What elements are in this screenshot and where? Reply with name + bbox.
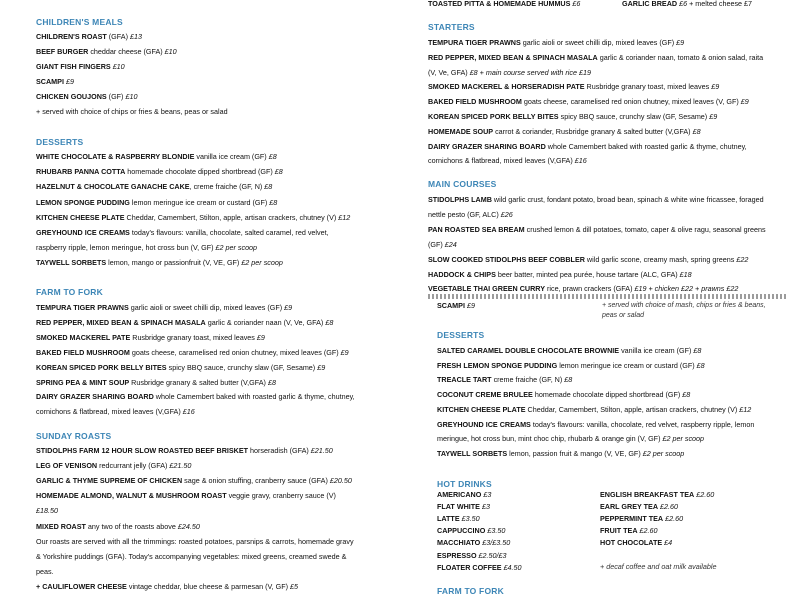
drink-item [600,502,678,512]
item-price: £8 [682,390,691,400]
item-description: lemon, passion fruit & mango (V, VE, GF) [507,448,643,458]
item-description: garlic aioli or sweet chilli dip, mixed leaves (GF) [128,303,285,312]
item-price: £8 [696,360,705,370]
item-price: £10 [125,92,138,101]
item-description: Cheddar, Camembert, Stilton, apple, artisan crackers, chutney (V) [525,404,740,414]
main-courses-heading: MAIN COURSES [428,179,497,189]
menu-item [437,405,751,415]
item-price: £8 [264,182,273,192]
menu-item [36,318,333,328]
item-description: (V, Ve, GFA) [428,67,470,77]
item-name: FRESH LEMON SPONGE PUDDING [437,360,558,370]
item-description: crushed lemon & dill potatoes, tomato, caper & olive ragu, seasonal greens [524,224,766,234]
menu-item [36,258,283,268]
item-description: goats cheese, caramelised red onion chutney, mixed leaves (V, GF) [521,97,741,107]
item-price: £18.50 [36,506,58,516]
menu-item [437,375,572,385]
drink-item [600,526,658,536]
drink-item [437,538,510,548]
drink-price: £3 [481,502,490,512]
item-name: LEMON SPONGE PUDDING [36,197,130,207]
drink-name: ENGLISH BREAKFAST TEA [600,490,695,499]
item-price: £9 [709,112,718,121]
menu-item [36,348,349,358]
item-name: GREYHOUND ICE CREAMS [36,228,130,237]
menu-item [428,255,748,265]
item-price: £18 [679,269,692,279]
item-name: SCAMPI [36,77,64,86]
item-description: meringue, hot cross bun, mint choc chip, rhubarb & orange gin (V, GF) [437,434,663,444]
item-name: KITCHEN CHEESE PLATE [36,212,125,222]
menu-item [437,361,705,371]
drink-name: CAPPUCCINO [437,526,486,536]
item-description: spicy BBQ sauce, crunchy slaw (GF, Sesame) [166,362,318,372]
drink-price: £2.50/£3 [478,550,507,560]
sunday-roasts-heading: SUNDAY ROASTS [36,431,112,441]
childrens-meals-note: + served with choice of chips or fries & beans, peas or salad [36,107,228,116]
top-strip-garlic-bread [622,0,752,9]
item-price: £16 [182,407,195,417]
item-price: £16 [574,156,587,166]
item-price: £2 per scoop [662,434,705,444]
item-price: £21.50 [169,461,192,471]
item-name: WHITE CHOCOLATE & RASPBERRY BLONDIE [36,152,195,161]
item-price: £12 [739,404,752,414]
menu-item [428,142,747,152]
item-name: HOMEMADE SOUP [428,126,494,136]
menu-item [36,392,355,402]
item-name: KOREAN SPICED PORK BELLY BITES [428,112,559,121]
scampi-item [437,301,475,311]
item-price: £22 [736,254,749,264]
drink-price: £3 [483,490,492,499]
menu-item [437,420,754,430]
item-price: £9 [65,77,74,86]
drink-price: £4.50 [503,562,522,572]
farm-to-fork-heading: FARM TO FORK [36,287,103,297]
item-price: £6 [679,0,688,8]
drink-name: LATTE [437,514,460,524]
menu-item [428,53,763,63]
item-price: £8 [274,167,283,177]
item-name: GARLIC BREAD [622,0,678,8]
item-description: & Yorkshire puddings (GFA). Today's accompanying vegetables: mixed greens, creamed swede & [36,551,347,561]
item-name: TREACLE TART [437,375,492,385]
item-price: £9 [740,97,749,107]
item-description: creme fraiche (GF, N) [491,375,565,385]
item-name: GARLIC & THYME SUPREME OF CHICKEN [36,476,183,486]
item-price: £10 [112,62,125,71]
drink-price: £2.60 [639,526,658,536]
item-name: KITCHEN CHEESE PLATE [437,404,526,414]
item-name: MIXED ROAST [36,521,86,531]
item-name: PAN ROASTED SEA BREAM [428,224,525,234]
menu-item [437,434,704,444]
item-description: Cheddar, Camembert, Stilton, apple, artisan crackers, chutney (V) [124,212,339,222]
drink-name: EARL GREY TEA [600,502,659,512]
drink-item [600,538,672,548]
item-description: cornichons & flatbread, mixed leaves (V,GFA) [428,156,575,166]
menu-item [36,491,336,501]
item-name: RED PEPPER, MIXED BEAN & SPINACH MASALA [36,317,206,327]
menu-item [428,284,738,294]
menu-item [437,390,690,400]
item-description: today's flavours: vanilla, chocolate, salted caramel, red velvet, [129,228,329,237]
menu-item [36,582,298,592]
item-description: any two of the roasts above [85,521,178,531]
item-description: redcurrant jelly (GFA) [97,461,170,471]
starters-heading: STARTERS [428,22,475,32]
item-description: cheddar cheese (GFA) [88,47,165,56]
item-description: vintage cheddar, blue cheese & parmesan (V, GF) [126,581,291,591]
menu-item [36,378,276,388]
menu-item [36,62,125,72]
item-name: TAYWELL SORBETS [36,258,107,268]
menu-item [437,449,684,459]
item-price: £9 [711,82,720,92]
item-price: £8 [325,317,334,327]
item-price: £8 + main course served with rice £19 [469,67,591,77]
scampi-note: + served with choice of mash, chips or fries & beans, peas or salad [602,302,766,319]
item-name: DAIRY GRAZER SHARING BOARD [36,392,154,402]
menu-item [36,537,354,547]
item-name: STIDOLPHS FARM 12 HOUR SLOW ROASTED BEEF BRISKET [36,446,249,455]
item-description: raspberry ripple, lemon meringue, hot cross bun (V, GF) [36,243,216,253]
item-description: Rusbridge granary toast, mixed leaves [584,82,712,92]
menu-item [437,346,701,356]
menu-item [428,240,457,250]
overlap-strip [428,294,800,299]
menu-item [36,32,142,42]
drink-item [437,514,480,524]
menu-item [36,333,265,343]
item-name: CHICKEN GOUJONS [36,92,107,101]
item-description: nettle pesto (GF, ALC) [428,209,501,219]
item-price: £24.50 [177,521,200,531]
item-price: £9 [340,347,349,357]
menu-item [428,127,701,137]
item-name: KOREAN SPICED PORK BELLY BITES [36,362,167,372]
drink-item [600,490,714,500]
item-name: HADDOCK & CHIPS [428,269,496,279]
item-name: DAIRY GRAZER SHARING BOARD [428,141,546,151]
drink-price: £4 [664,538,673,548]
item-name: SPRING PEA & MINT SOUP [36,377,130,387]
item-name: LEG OF VENISON [36,461,98,471]
item-description: vanilla ice cream (GF) [619,346,694,355]
item-description: carrot & coriander, Rusbridge granary & salted butter (V,GFA) [493,126,693,136]
item-price: £20.50 [329,476,352,486]
childrens-meals-heading: CHILDREN'S MEALS [36,17,123,27]
item-description: horseradish (GFA) [248,446,311,455]
item-description: rice, prawn crackers (GFA) [545,284,635,294]
menu-item [36,407,195,417]
menu-item [36,506,58,516]
menu-item [36,303,292,313]
drink-price: £2.60 [665,514,684,524]
drink-price: £3.50 [461,514,480,524]
top-strip-pitta [428,0,580,9]
drink-item [437,526,505,536]
item-name: RHUBARB PANNA COTTA [36,167,126,177]
item-description: garlic & coriander naan (V, Ve, GFA) [205,317,326,327]
drink-item [437,490,491,500]
item-name: GIANT FISH FINGERS [36,62,111,71]
drink-price: £2.60 [696,490,715,499]
item-name: STIDOLPHS LAMB [428,195,492,204]
item-description: Rusbridge granary & salted butter (V,GFA) [129,377,268,387]
item-price: £8 [269,197,278,207]
menu-item [428,210,513,220]
menu-item [428,112,717,122]
item-description: today's flavours: vanilla, chocolate, red velvet, raspberry ripple, lemon [530,419,755,429]
drink-item [437,551,507,561]
menu-item [36,363,325,373]
item-description: veggie gravy, cranberry sauce (V) [226,491,336,501]
menu-item [36,243,257,253]
item-price: £9 [466,301,475,310]
item-description: whole Camembert baked with roasted garlic & thyme, chutney, [153,392,355,402]
item-description: sage & onion stuffing, cranberry sauce (GFA) [182,476,330,486]
item-price: £8 [692,126,701,136]
menu-item [428,68,591,78]
item-description: goats cheese, caramelised red onion chutney, mixed leaves (GF) [129,347,341,357]
item-price: £2 per scoop [215,243,258,253]
item-name: VEGETABLE THAI GREEN CURRY [428,284,546,294]
item-description: spicy BBQ sauce, crunchy slaw (GF, Sesame) [558,112,710,121]
menu-item [428,97,749,107]
menu-item [36,77,74,87]
item-description: homemade chocolate dipped shortbread (GF) [125,167,275,177]
item-price: £6 [572,0,581,8]
item-description: peas. [36,566,54,576]
item-description: cornichons & flatbread, mixed leaves (V,GFA) [36,407,183,417]
item-description: (GFA) [106,32,130,41]
item-name: TEMPURA TIGER PRAWNS [428,38,521,47]
item-description: homemade chocolate dipped shortbread (GF) [532,390,683,400]
item-price: £9 [676,38,685,47]
menu-item [36,552,346,562]
drink-name: ESPRESSO [437,550,477,560]
menu-item [36,92,137,102]
menu-item [36,461,191,471]
menu-item [36,167,283,177]
drink-item [437,502,490,512]
menu-item [36,198,277,208]
item-name: COCONUT CREME BRULEE [437,390,533,400]
item-description: wild garlic crust, fondant potato, broad bean, spinach & white wine fricassee, foraged [491,195,764,204]
right-farm-to-fork-heading: FARM TO FORK [437,586,504,596]
hot-drinks-heading: HOT DRINKS [437,479,492,489]
drink-price: £2.60 [660,502,679,512]
item-name: TAYWELL SORBETS [437,448,508,458]
item-description: whole Camembert baked with roasted garlic & thyme, chutney, [545,141,747,151]
item-price: £19 + chicken £22 + prawns £22 [634,284,739,294]
item-name: SLOW COOKED STIDOLPHS BEEF COBBLER [428,254,585,264]
drink-name: MACCHIATO [437,538,481,548]
menu-item [36,47,177,57]
menu-item [36,182,272,192]
menu-item [428,156,587,166]
item-price: £5 [290,581,299,591]
item-price: £2 per scoop [241,258,283,268]
item-name: SALTED CARAMEL DOUBLE CHOCOLATE BROWNIE [437,346,620,355]
drink-name: FLAT WHITE [437,502,480,512]
item-description: Our roasts are served with all the trimmings: roasted potatoes, parsnips & carrots, homemade gravy [36,536,354,546]
item-name: HOMEMADE ALMOND, WALNUT & MUSHROOM ROAST [36,491,227,501]
drink-name: AMERICANO [437,490,482,499]
menu-item [36,446,333,456]
item-price: £8 [564,375,573,385]
item-description: wild garlic scone, creamy mash, spring greens [584,254,737,264]
drink-item [600,514,683,524]
item-name: SCAMPI [437,301,465,310]
item-name: BAKED FIELD MUSHROOM [36,347,130,357]
drink-item [437,563,522,573]
item-description: Rusbridge granary toast, mixed leaves [130,332,257,342]
item-description: garlic & coriander naan, tomato & onion salad, raita [597,52,764,62]
drink-price: £3.50 [487,526,506,536]
item-description: beer batter, minted pea purée, house tartare (ALC, GFA) [495,269,680,279]
item-name: BAKED FIELD MUSHROOM [428,97,522,107]
item-name: BEEF BURGER [36,47,89,56]
item-price: £21.50 [310,446,333,455]
menu-item [428,38,684,48]
item-description: , creme fraiche (GF, N) [189,182,265,192]
item-price: £9 [317,362,326,372]
item-name: RED PEPPER, MIXED BEAN & SPINACH MASALA [428,52,598,62]
item-name: HAZELNUT & CHOCOLATE GANACHE CAKE [36,182,190,192]
menu-item [36,228,329,238]
right-desserts-heading: DESSERTS [437,330,485,340]
item-description: (GF) [106,92,126,101]
item-price: £2 per scoop [642,448,685,458]
item-name: CHILDREN'S ROAST [36,32,107,41]
item-description: garlic aioli or sweet chilli dip, mixed leaves (GF) [520,38,677,47]
menu-item [428,270,692,280]
item-price: £13 [129,32,142,41]
drink-name: FRUIT TEA [600,526,638,536]
menu-item [36,213,350,223]
item-name: SMOKED MACKEREL & HORSERADISH PATE [428,82,585,92]
menu-item [428,82,719,92]
item-price: £10 [164,47,177,56]
menu-item [36,152,277,162]
item-price: £26 [500,209,513,219]
item-description: lemon meringue ice cream or custard (GF) [557,360,697,370]
item-price: £12 [338,212,351,222]
item-name: TOASTED PITTA & HOMEMADE HUMMUS [428,0,571,8]
drink-price: £3/£3.50 [482,538,511,548]
menu-item [428,225,766,235]
item-price: £9 [284,303,293,312]
menu-item [428,195,764,205]
item-description: lemon, mango or passionfruit (V, VE, GF) [106,258,242,268]
item-price: £8 [268,152,277,161]
item-name: SMOKED MACKEREL PATE [36,332,131,342]
item-description: (GF) [428,239,445,249]
desserts-heading: DESSERTS [36,137,84,147]
item-price: £9 [256,332,265,342]
item-description: lemon meringue ice cream or custard (GF) [129,197,270,207]
item-price: £24 [444,239,457,249]
item-price: £8 [693,346,702,355]
item-description: vanilla ice cream (GF) [194,152,269,161]
drink-name: HOT CHOCOLATE [600,538,663,548]
menu-item [36,522,200,532]
item-price: £8 [267,377,276,387]
item-name: GREYHOUND ICE CREAMS [437,419,531,429]
menu-item [36,476,352,486]
menu-item [36,567,54,577]
item-name: TEMPURA TIGER PRAWNS [36,303,129,312]
item-extra: + melted cheese £7 [689,0,753,8]
hot-drinks-note: + decaf coffee and oat milk available [600,562,717,571]
item-name: + CAULIFLOWER CHEESE [36,581,127,591]
drink-name: PEPPERMINT TEA [600,514,664,524]
drink-name: FLOATER COFFEE [437,562,502,572]
